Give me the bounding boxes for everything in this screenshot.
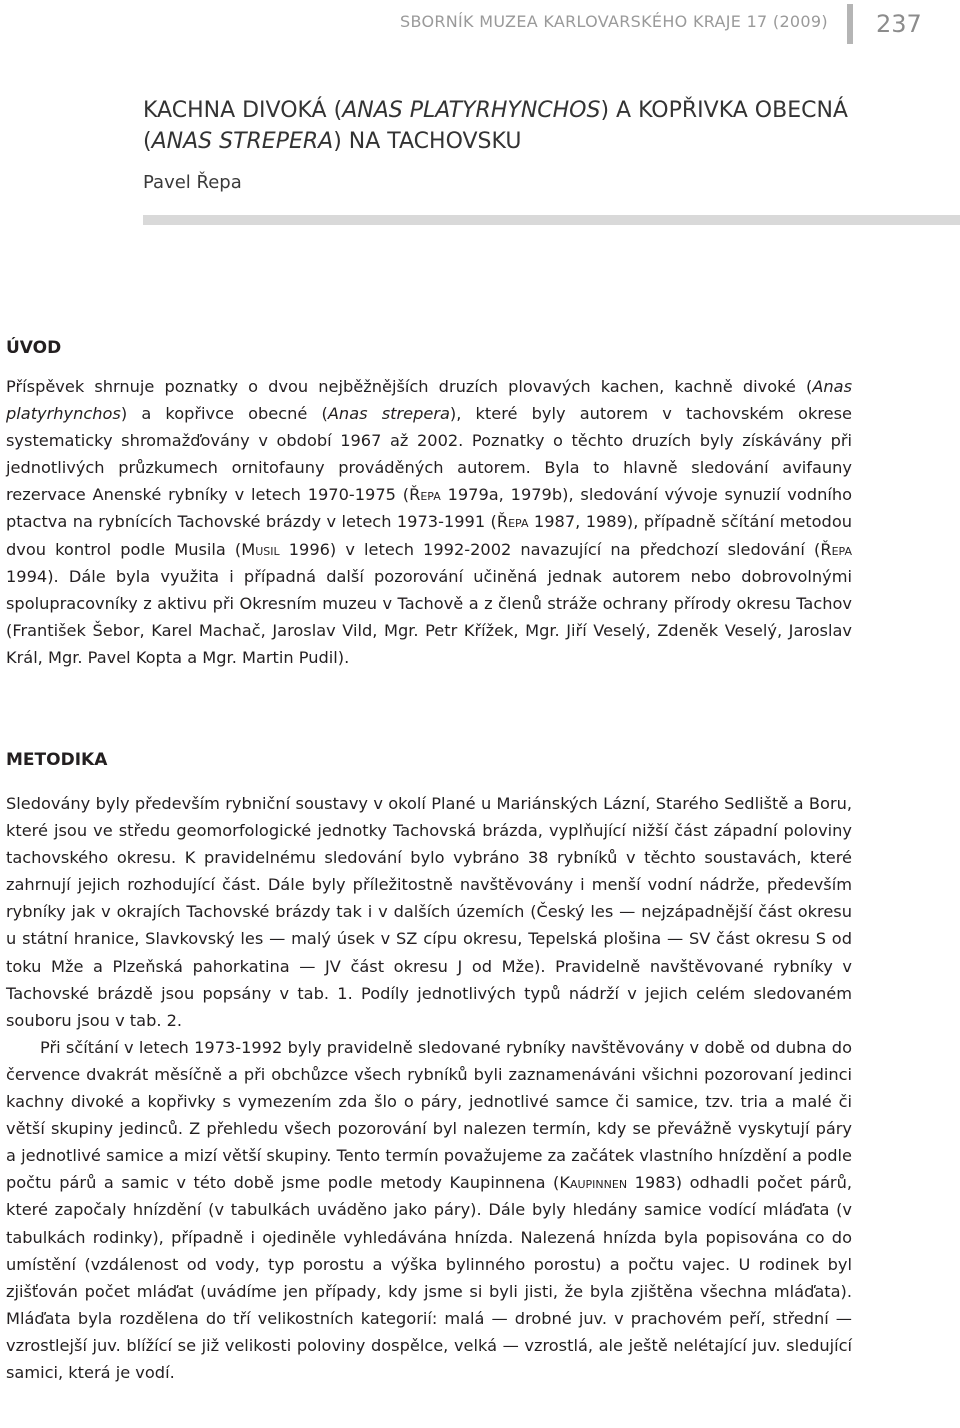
uvod-text-run: 1996) v letech 1992-2002 navazující na předchozí sledování ( <box>279 539 821 559</box>
header-divider <box>847 4 853 44</box>
metodika-text-run: 1983) odhadli počet párů, které započaly hnízdění (v tabulkách uváděno jako páry). Dále byly hledány samice vodící mláďata (v tabulkách rodinky), případně i ojediněle vyhledávána hnízda. Nalezená hnízda byla popisována co do umístění (vzdálenost od vody, typ porostu a výška bylinného porostu) a počtu vajec. U rodinek byl zjišťován počet mláďat (uvádíme jen případy, kdy jsme si byli jisti, že byla zjištěna všechna mláďata). Mláďata byla rozdělena do tří velikostních kategorií: malá — drobné juv. v prachovém peří, střední — vzrostlejší juv. blížící se již velikosti poloviny dospělce, velká — vzrostlá, ale ještě nelétající juv. sledující samici, která je vodí. <box>6 1173 852 1382</box>
metodika-paragraph-2 <box>6 1034 852 1386</box>
page-number: 237 <box>876 10 922 38</box>
uvod-text-run: Příspěvek shrnuje poznatky o dvou nejběžnějších druzích plovavých kachen, kachně divoké ( <box>6 377 813 396</box>
metodika-text <box>6 790 852 1386</box>
uvod-text-run: ) a kopřivce obecné ( <box>120 404 328 424</box>
title-text-3: ) NA TACHOVSKU <box>333 129 522 154</box>
metodika-text-run: Při sčítání v letech 1973-1992 byly pravidelně sledované rybníky navštěvovány v době od dubna do července dvakrát měsíčně a při obchůzce všech rybníků byli zaznamenáváni všichni pozorovaní jedinci kachny divoké a kopřivky s vymezením zda šlo o páry, jednotlivé samce či samice, tzv. tria a malé či větší skupiny jedinců. Z přehledu všech pozorování byl nalezen termín, kdy se převážně vyskytují páry a jednotlivé samice a mizí větší skupiny. Tento termín považujeme za začátek vlastního hnízdění a podle počtu párů a samic v této době jsme podle metody Kaupinnena ( <box>6 1037 852 1193</box>
citation-author: Musil <box>241 539 280 559</box>
citation-author: Kaupinnen <box>559 1173 628 1193</box>
uvod-text-run: 1979a, 1979b), sledování vývoje synuzií vodního ptactva na rybnících Tachovské brázdy v letech 1973-1991 ( <box>6 485 852 532</box>
uvod-text <box>6 373 852 671</box>
title-text-1: KACHNA DIVOKÁ ( <box>143 98 343 123</box>
uvod-text-run: ), které byly autorem v tachovském okrese systematicky shromažďovány v období 1967 až 2002. Poznatky o těchto druzích byly získávány při jednotlivých průzkumech ornitofauny prováděných autorem. Byla to hlavně sledování avifauny rezervace Anenské rybníky v letech 1970-1975 ( <box>6 404 852 505</box>
citation-author: Řepa <box>496 512 529 532</box>
metodika-paragraph-1: Sledovány byly především rybniční soustavy v okolí Plané u Mariánských Lázní, Starého Sedliště a Boru, které jsou ve středu geomorfologické jednotky Tachovská brázda, vyplňující nižší část západní poloviny tachovského okresu. K pravidelnému sledování bylo vybráno 38 rybníků v těchto soustavách, které zahrnují jejich rozhodující část. Dále byly příležitostně navštěvovány i menší vodní nádrže, především rybníky jak v okrajích Tachovské brázdy tak i v dalších územích (Český les — nejzápadnější část okresu u státní hranice, Slavkovský les — malý úsek v SZ cípu okresu, Tepelská plošina — SV část okresu S od toku Mže a Plzeňská pahorkatina — JV část okresu J od Mže). Pravidelně navštěvované rybníky v Tachovské brázdě jsou popsány v tab. 1. Podíly jednotlivých typů nádrží v jejich celém sledovaném souboru jsou v tab. 2. <box>6 794 852 1030</box>
uvod-paragraph <box>6 373 852 671</box>
section-heading-uvod: ÚVOD <box>6 338 62 358</box>
uvod-text-run: 1987, 1989), případně sčítání metodou dvou kontrol podle Musila ( <box>6 512 852 559</box>
running-head-journal: SBORNÍK MUZEA KARLOVARSKÉHO KRAJE 17 (2009) <box>400 12 828 31</box>
uvod-text-run: 1994). Dále byla využita i případná další pozorování učiněná jednak autorem nebo dobrovolnými spolupracovníky z aktivu při Okresním muzeu v Tachově a z členů stráže ochrany přírody okresu Tachov (František Šebor, Karel Machač, Jaroslav Vild, Mgr. Petr Křížek, Mgr. Jiří Veselý, Zdeněk Veselý, Jaroslav Král, Mgr. Pavel Kopta a Mgr. Martin Pudil). <box>6 566 852 667</box>
article-title <box>143 95 883 157</box>
title-species-2: ANAS STREPERA <box>151 129 334 154</box>
species-name-strepera: Anas strepera <box>327 404 450 424</box>
author-name: Pavel Řepa <box>143 172 242 193</box>
title-divider <box>143 215 960 225</box>
title-species-1: ANAS PLATYRHYNCHOS <box>342 98 601 123</box>
title-text-2: ) A KOPŘIVKA OBECNÁ ( <box>143 98 848 154</box>
citation-author: Řepa <box>409 485 441 505</box>
section-heading-metodika: METODIKA <box>6 750 108 770</box>
citation-author: Řepa <box>820 539 852 559</box>
species-name-platyrhynchos: Anas platyrhynchos <box>6 377 852 424</box>
